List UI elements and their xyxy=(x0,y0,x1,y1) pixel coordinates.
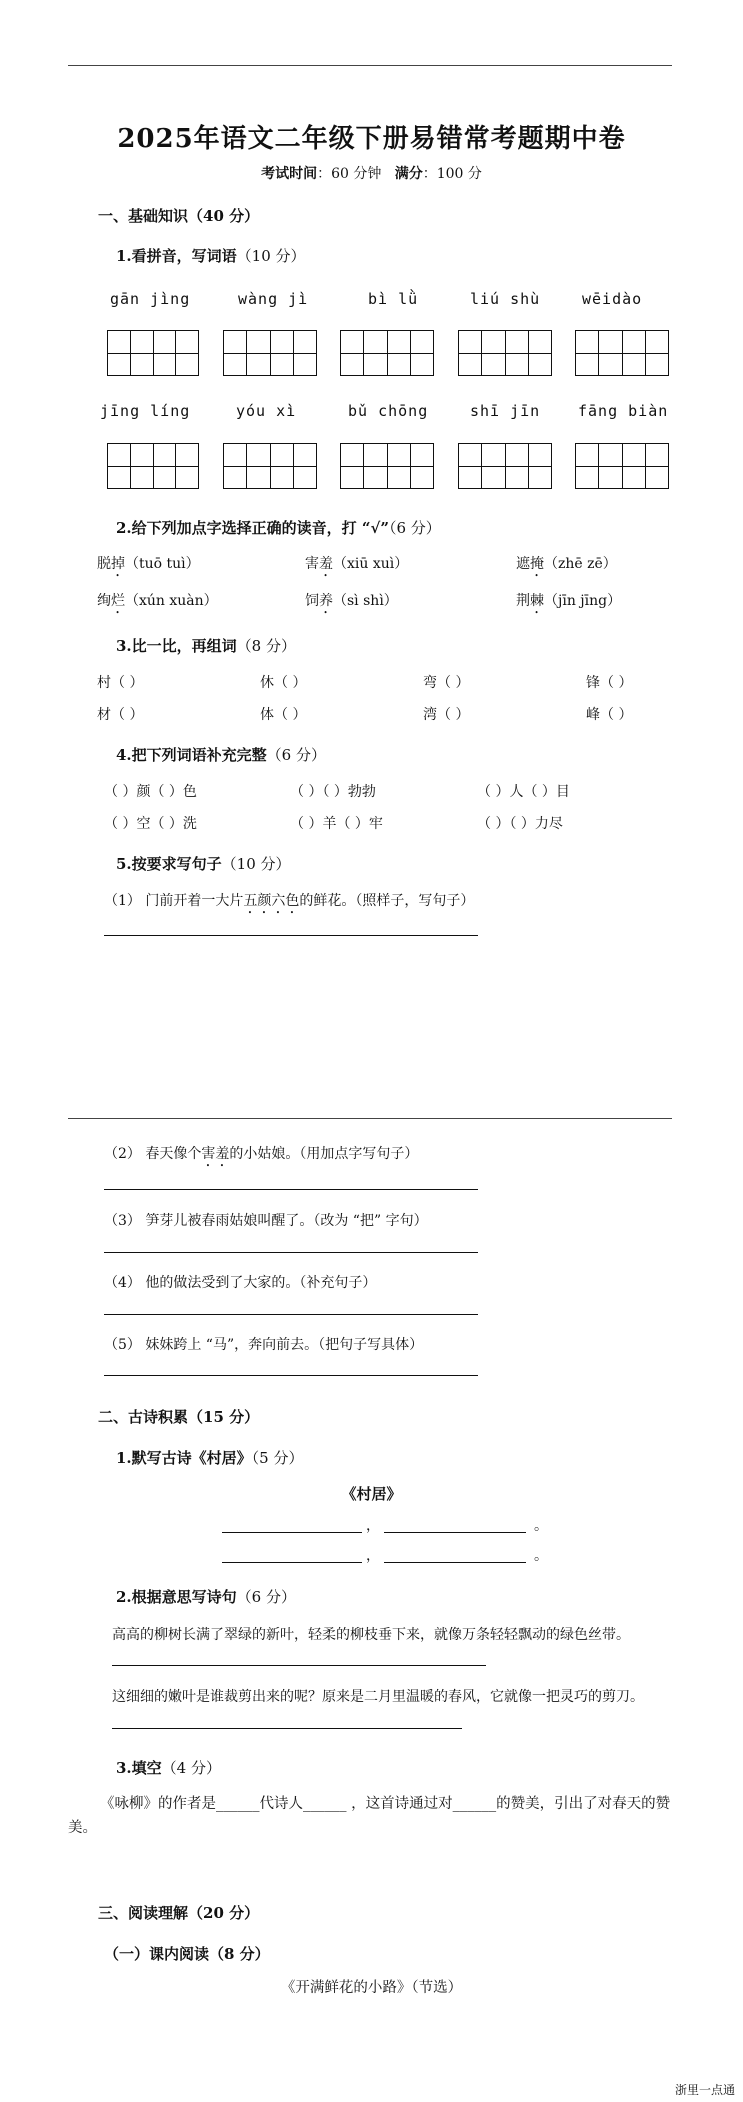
writing-grid[interactable] xyxy=(223,330,317,376)
answer-line[interactable] xyxy=(104,1314,478,1315)
idiom-item[interactable]: （ ）颜（ ）色 xyxy=(104,784,197,800)
pinyin-liu-shu: liú shù xyxy=(470,290,541,308)
poem-q3-title: 3.填空（4 分） xyxy=(116,1759,221,1777)
answer-line[interactable] xyxy=(222,1562,362,1563)
meaning-1: 高高的柳树长满了翠绿的新叶，轻柔的柳枝垂下来，就像万条轻轻飘动的绿色丝带。 xyxy=(112,1627,630,1643)
pinyin-bu-chong: bǔ chōng xyxy=(348,402,429,420)
writing-grid[interactable] xyxy=(107,330,199,376)
q2-title: 2.给下列加点字选择正确的读音，打 “√”（6 分） xyxy=(116,519,441,537)
page-break-rule xyxy=(68,1118,672,1119)
writing-grid[interactable] xyxy=(575,443,669,489)
answer-line[interactable] xyxy=(222,1532,362,1533)
writing-grid[interactable] xyxy=(458,443,552,489)
pinyin-fang-bian: fāng biàn xyxy=(578,402,669,420)
poem-comma: ， xyxy=(366,1518,380,1534)
q3-title: 3.比一比，再组词（8 分） xyxy=(116,637,296,655)
pinyin-gan-jing: gān jìng xyxy=(110,290,191,308)
pinyin-wang-ji: wàng jì xyxy=(238,290,309,308)
sentence-5: （5） 妹妹跨上 “马”，奔向前去。（把句子写具体） xyxy=(104,1337,424,1353)
pron-item-jingji[interactable]: 荆棘（jīn jīng） xyxy=(516,593,622,609)
answer-line[interactable] xyxy=(104,1189,478,1190)
q1-title: 1.看拼音，写词语（10 分） xyxy=(116,247,306,265)
poem-comma: ， xyxy=(366,1548,380,1564)
poem-period: 。 xyxy=(534,1548,548,1564)
poem-period: 。 xyxy=(534,1518,548,1534)
answer-line[interactable] xyxy=(384,1562,526,1563)
pron-item-tuodiao[interactable]: 脱掉（tuō tuì） xyxy=(97,556,200,572)
exam-meta: 考试时间：60 分钟 满分：100 分 xyxy=(261,166,482,182)
word-group-item[interactable]: 峰（ ） xyxy=(586,707,633,723)
idiom-item[interactable]: （ ）羊（ ）牢 xyxy=(290,816,383,832)
answer-line[interactable] xyxy=(104,1375,478,1376)
answer-line[interactable] xyxy=(112,1665,486,1666)
poem-title: 《村居》 xyxy=(341,1485,402,1503)
answer-line[interactable] xyxy=(384,1532,526,1533)
idiom-item[interactable]: （ ）人（ ）目 xyxy=(477,784,570,800)
meaning-2: 这细细的嫩叶是谁裁剪出来的呢？原来是二月里温暖的春风，它就像一把灵巧的剪刀。 xyxy=(112,1689,644,1705)
pron-item-zheyan[interactable]: 遮掩（zhē zē） xyxy=(516,556,617,572)
part2-heading: 二、古诗积累（15 分） xyxy=(98,1408,260,1426)
idiom-item[interactable]: （ ）（ ）勃勃 xyxy=(290,784,376,800)
answer-line[interactable] xyxy=(104,935,478,936)
fill-blank-paragraph[interactable]: 《咏柳》的作者是______代诗人______ ，这首诗通过对______的赞美，引出了对春天的赞美。 xyxy=(68,1796,671,1836)
word-group-item[interactable]: 弯（ ） xyxy=(423,675,470,691)
writing-grid[interactable] xyxy=(223,443,317,489)
writing-grid[interactable] xyxy=(340,330,434,376)
idiom-item[interactable]: （ ）空（ ）洗 xyxy=(104,816,197,832)
pinyin-bi-lv: bì lǜ xyxy=(368,290,419,308)
answer-line[interactable] xyxy=(104,1252,478,1253)
sentence-4: （4） 他的做法受到了大家的。（补充句子） xyxy=(104,1275,377,1291)
poem-q1-title: 1.默写古诗《村居》（5 分） xyxy=(116,1449,304,1467)
writing-grid[interactable] xyxy=(340,443,434,489)
poem-q2-title: 2.根据意思写诗句（6 分） xyxy=(116,1588,296,1606)
word-group-item[interactable]: 材（ ） xyxy=(97,707,144,723)
idiom-item[interactable]: （ ）（ ）力尽 xyxy=(477,816,563,832)
answer-line[interactable] xyxy=(112,1728,462,1729)
sentence-2: （2） 春天像个害羞的小姑娘。（用加点字写句子） xyxy=(104,1146,419,1162)
word-group-item[interactable]: 体（ ） xyxy=(260,707,307,723)
part3-heading: 三、阅读理解（20 分） xyxy=(98,1904,260,1922)
word-group-item[interactable]: 休（ ） xyxy=(260,675,307,691)
reading-subsection: （一）课内阅读（8 分） xyxy=(104,1945,270,1963)
writing-grid[interactable] xyxy=(575,330,669,376)
word-group-item[interactable]: 湾（ ） xyxy=(423,707,470,723)
pinyin-jing-ling: jīng líng xyxy=(100,402,191,420)
page-title: 2025年语文二年级下册易错常考题期中卷 xyxy=(117,124,626,154)
passage-title: 《开满鲜花的小路》（节选） xyxy=(280,1980,463,1996)
pron-item-xuanlan[interactable]: 绚烂（xún xuàn） xyxy=(97,593,218,609)
footer-watermark: 浙里一点通 xyxy=(674,2083,735,2097)
pinyin-you-xi: yóu xì xyxy=(236,402,297,420)
pron-item-siyang[interactable]: 饲养（sì shì） xyxy=(305,593,398,609)
word-group-item[interactable]: 锋（ ） xyxy=(586,675,633,691)
q5-title: 5.按要求写句子（10 分） xyxy=(116,855,291,873)
top-rule xyxy=(68,65,672,66)
sentence-1: （1） 门前开着一大片五颜六色的鲜花。（照样子，写句子） xyxy=(104,893,475,909)
pinyin-shi-jin: shī jīn xyxy=(470,402,541,420)
pron-item-haixiu[interactable]: 害羞（xiū xuì） xyxy=(305,556,409,572)
sentence-3: （3） 笋芽儿被春雨姑娘叫醒了。（改为 “把” 字句） xyxy=(104,1213,428,1229)
writing-grid[interactable] xyxy=(458,330,552,376)
pinyin-wei-dao: wēidào xyxy=(582,290,643,308)
word-group-item[interactable]: 村（ ） xyxy=(97,675,144,691)
writing-grid[interactable] xyxy=(107,443,199,489)
q4-title: 4.把下列词语补充完整（6 分） xyxy=(116,746,326,764)
part1-heading: 一、基础知识（40 分） xyxy=(98,207,260,225)
